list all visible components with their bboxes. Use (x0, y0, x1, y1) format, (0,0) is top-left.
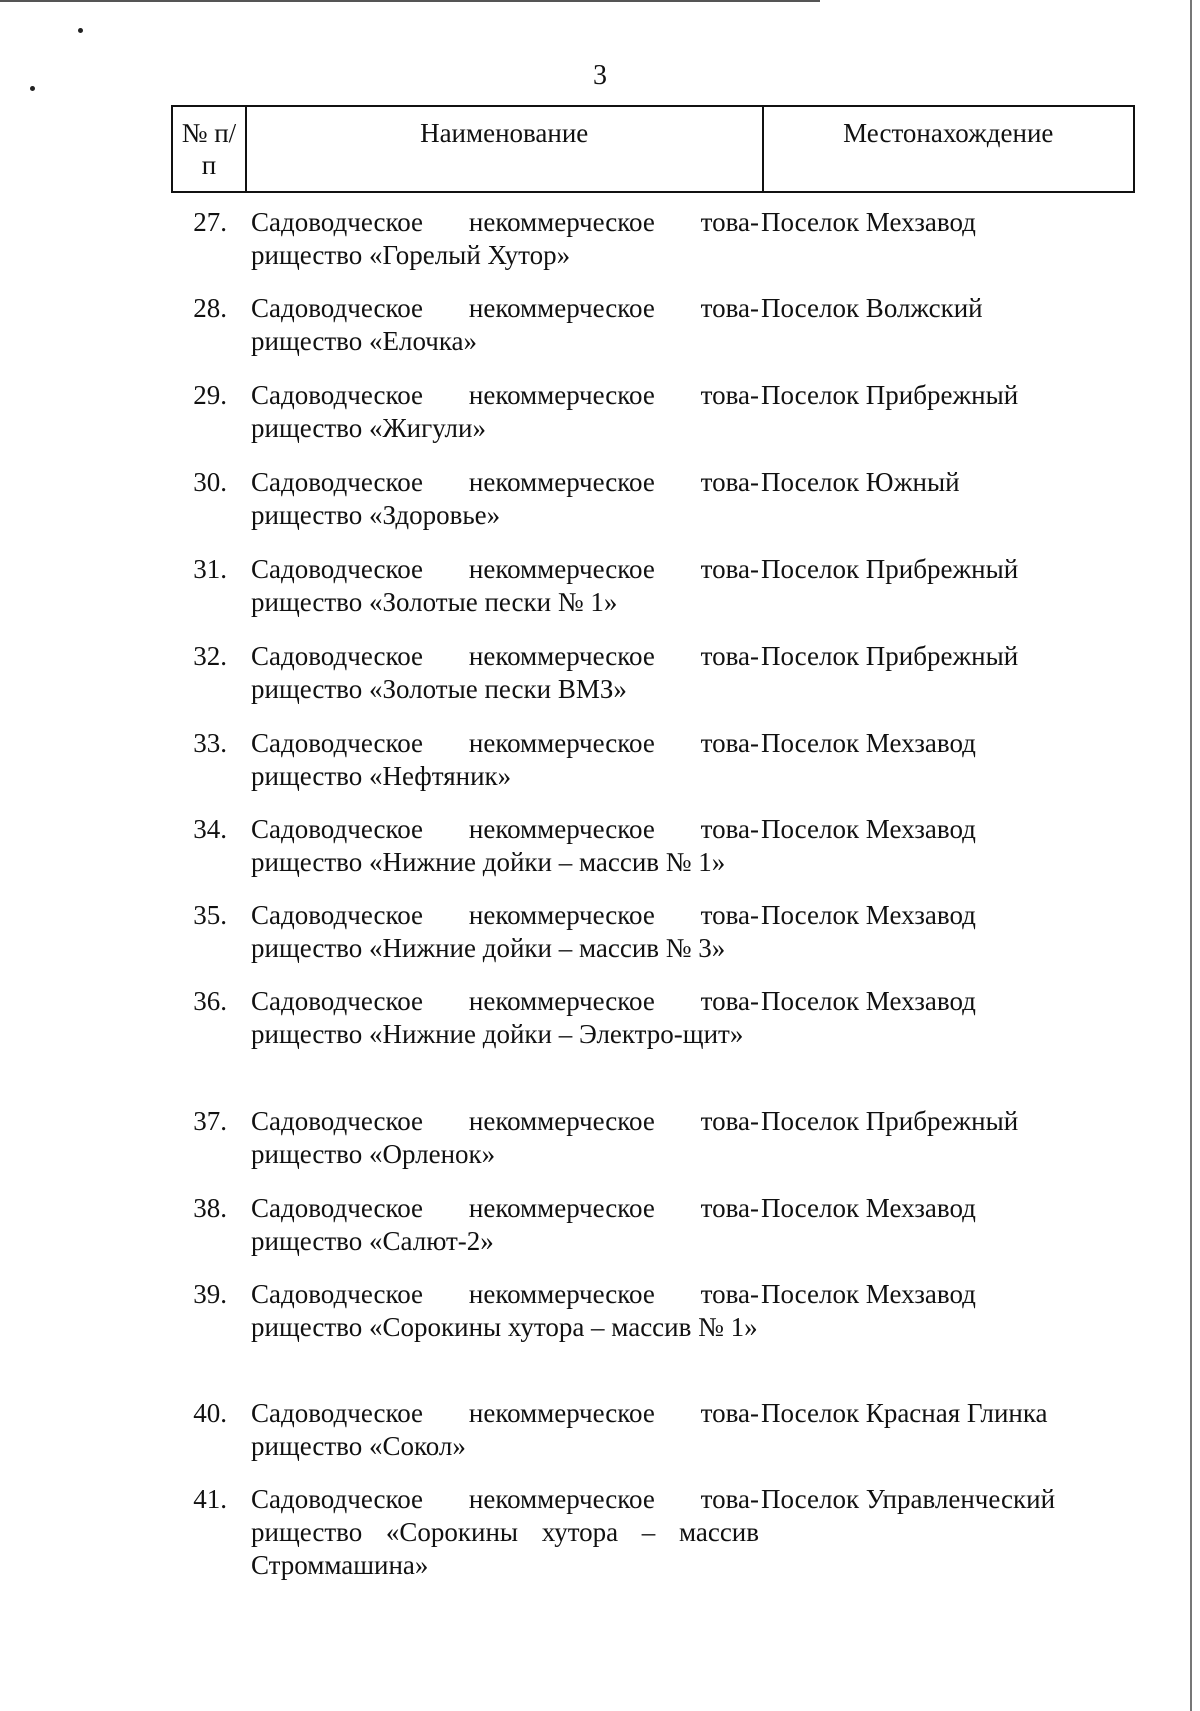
row-location: Поселок Мехзавод (761, 207, 976, 237)
row-number: 32. (193, 641, 227, 671)
row-name: Садоводческое некоммерческое това-рищество «Елочка» (251, 293, 759, 356)
row-location: Поселок Прибрежный (761, 1106, 1019, 1136)
table-row (171, 379, 1135, 466)
row-number: 41. (193, 1484, 227, 1514)
header-location: Местонахождение (763, 106, 1134, 192)
row-number: 27. (193, 207, 227, 237)
row-name: Садоводческое некоммерческое това-рищество «Сорокины хутора – массив № 1» (251, 1279, 759, 1342)
row-name: Садоводческое некоммерческое това-рищество «Нижние дойки – массив № 1» (251, 814, 759, 877)
scan-speck (78, 28, 83, 33)
row-name: Садоводческое некоммерческое това-рищество «Сорокины хутора – массив Строммашина» (251, 1484, 759, 1580)
table-row (171, 1105, 1135, 1192)
row-name: Садоводческое некоммерческое това-рищество «Золотые пески ВМЗ» (251, 641, 759, 704)
table-row (171, 1192, 1135, 1278)
row-number: 37. (193, 1106, 227, 1136)
table-row (171, 292, 1135, 379)
table-row (171, 206, 1135, 292)
row-location: Поселок Красная Глинка (761, 1398, 1048, 1428)
row-location: Поселок Волжский (761, 293, 983, 323)
row-name: Садоводческое некоммерческое това-рищество «Горелый Хутор» (251, 207, 759, 270)
row-name: Садоводческое некоммерческое това-рищество «Сокол» (251, 1398, 759, 1461)
row-location: Поселок Мехзавод (761, 728, 976, 758)
row-location: Поселок Управленческий (761, 1484, 1056, 1514)
row-name: Садоводческое некоммерческое това-рищество «Нефтяник» (251, 728, 759, 791)
row-name: Садоводческое некоммерческое това-рищество «Жигули» (251, 380, 759, 443)
row-name: Садоводческое некоммерческое това-рищество «Салют-2» (251, 1193, 759, 1256)
table-row (171, 1397, 1135, 1483)
row-location: Поселок Мехзавод (761, 1279, 976, 1309)
row-number: 36. (193, 986, 227, 1016)
table-row (171, 1278, 1135, 1397)
row-location: Поселок Мехзавод (761, 900, 976, 930)
row-number: 35. (193, 900, 227, 930)
table-row (171, 466, 1135, 553)
table-header (171, 105, 1135, 193)
row-number: 30. (193, 467, 227, 497)
row-location: Поселок Мехзавод (761, 1193, 976, 1223)
row-location: Поселок Мехзавод (761, 986, 976, 1016)
row-number: 38. (193, 1193, 227, 1223)
table-row (171, 640, 1135, 727)
row-name: Садоводческое некоммерческое това-рищество «Орленок» (251, 1106, 759, 1169)
row-number: 40. (193, 1398, 227, 1428)
table-row (171, 813, 1135, 899)
header-number: № п/п (172, 106, 246, 192)
row-name: Садоводческое некоммерческое това-рищество «Золотые пески № 1» (251, 554, 759, 617)
scan-right-border (1190, 0, 1192, 1711)
table-row (171, 553, 1135, 640)
row-number: 33. (193, 728, 227, 758)
row-location: Поселок Южный (761, 467, 960, 497)
row-location: Поселок Прибрежный (761, 554, 1019, 584)
table-body (171, 206, 1135, 1593)
row-location: Поселок Прибрежный (761, 641, 1019, 671)
row-name: Садоводческое некоммерческое това-рищество «Нижние дойки – массив № 3» (251, 900, 759, 963)
row-number: 28. (193, 293, 227, 323)
row-number: 39. (193, 1279, 227, 1309)
row-number: 34. (193, 814, 227, 844)
row-location: Поселок Мехзавод (761, 814, 976, 844)
table-row (171, 899, 1135, 985)
table-row (171, 727, 1135, 813)
page-number: 3 (593, 60, 607, 91)
row-location: Поселок Прибрежный (761, 380, 1019, 410)
row-name: Садоводческое некоммерческое това-рищество «Здоровье» (251, 467, 759, 530)
table-row (171, 985, 1135, 1105)
row-number: 31. (193, 554, 227, 584)
row-name: Садоводческое некоммерческое това-рищество «Нижние дойки – Электро-щит» (251, 986, 759, 1049)
table-row (171, 1483, 1135, 1593)
row-number: 29. (193, 380, 227, 410)
header-name: Наименование (246, 106, 763, 192)
scan-top-border (0, 0, 820, 2)
